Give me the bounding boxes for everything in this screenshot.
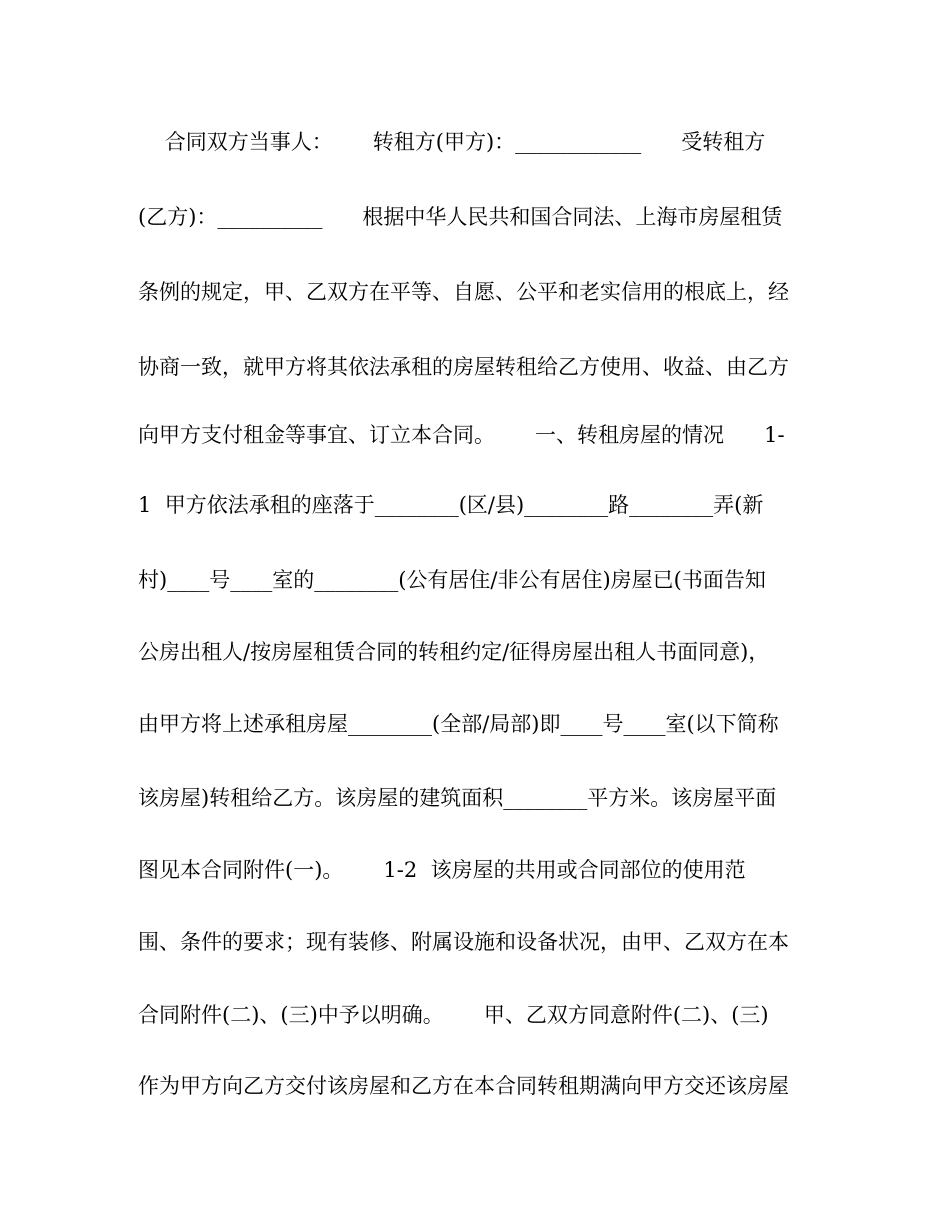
- text-line: 协商一致，就甲方将其依法承租的房屋转租给乙方使用、收益、由乙方: [138, 355, 789, 379]
- text-line: 图见本合同附件(一)。 1-2 该房屋的共用或合同部位的使用范: [138, 858, 746, 882]
- text-line: 公房出租人/按房屋租赁合同的转租约定/征得房屋出租人书面同意)，: [138, 640, 770, 664]
- text-line: 1 甲方依法承租的座落于________(区/县)________路________弄(新: [138, 493, 764, 517]
- text-line: 合同附件(二)、(三)中予以明确。 甲、乙双方同意附件(二)、(三): [138, 1003, 769, 1027]
- text-line: (乙方)：__________ 根据中华人民共和国合同法、上海市房屋租赁: [138, 205, 783, 229]
- text-line: 合同双方当事人： 转租方(甲方)：____________ 受转租方: [138, 130, 766, 154]
- text-line: 村)____号____室的________(公有居住/非公有居住)房屋已(书面告知: [138, 568, 766, 592]
- text-line: 该房屋)转租给乙方。该房屋的建筑面积________平方米。该房屋平面: [138, 786, 777, 810]
- text-line: 条例的规定，甲、乙双方在平等、自愿、公平和老实信用的根底上，经: [138, 280, 789, 304]
- text-line: 向甲方支付租金等事宜、订立本合同。 一、转租房屋的情况 1-: [138, 423, 785, 447]
- text-line: 作为甲方向乙方交付该房屋和乙方在本合同转租期满向甲方交还该房屋: [138, 1074, 789, 1098]
- text-line: 围、条件的要求；现有装修、附属设施和设备状况，由甲、乙双方在本: [138, 930, 789, 954]
- text-line: 由甲方将上述承租房屋________(全部/局部)即____号____室(以下简称: [138, 712, 779, 736]
